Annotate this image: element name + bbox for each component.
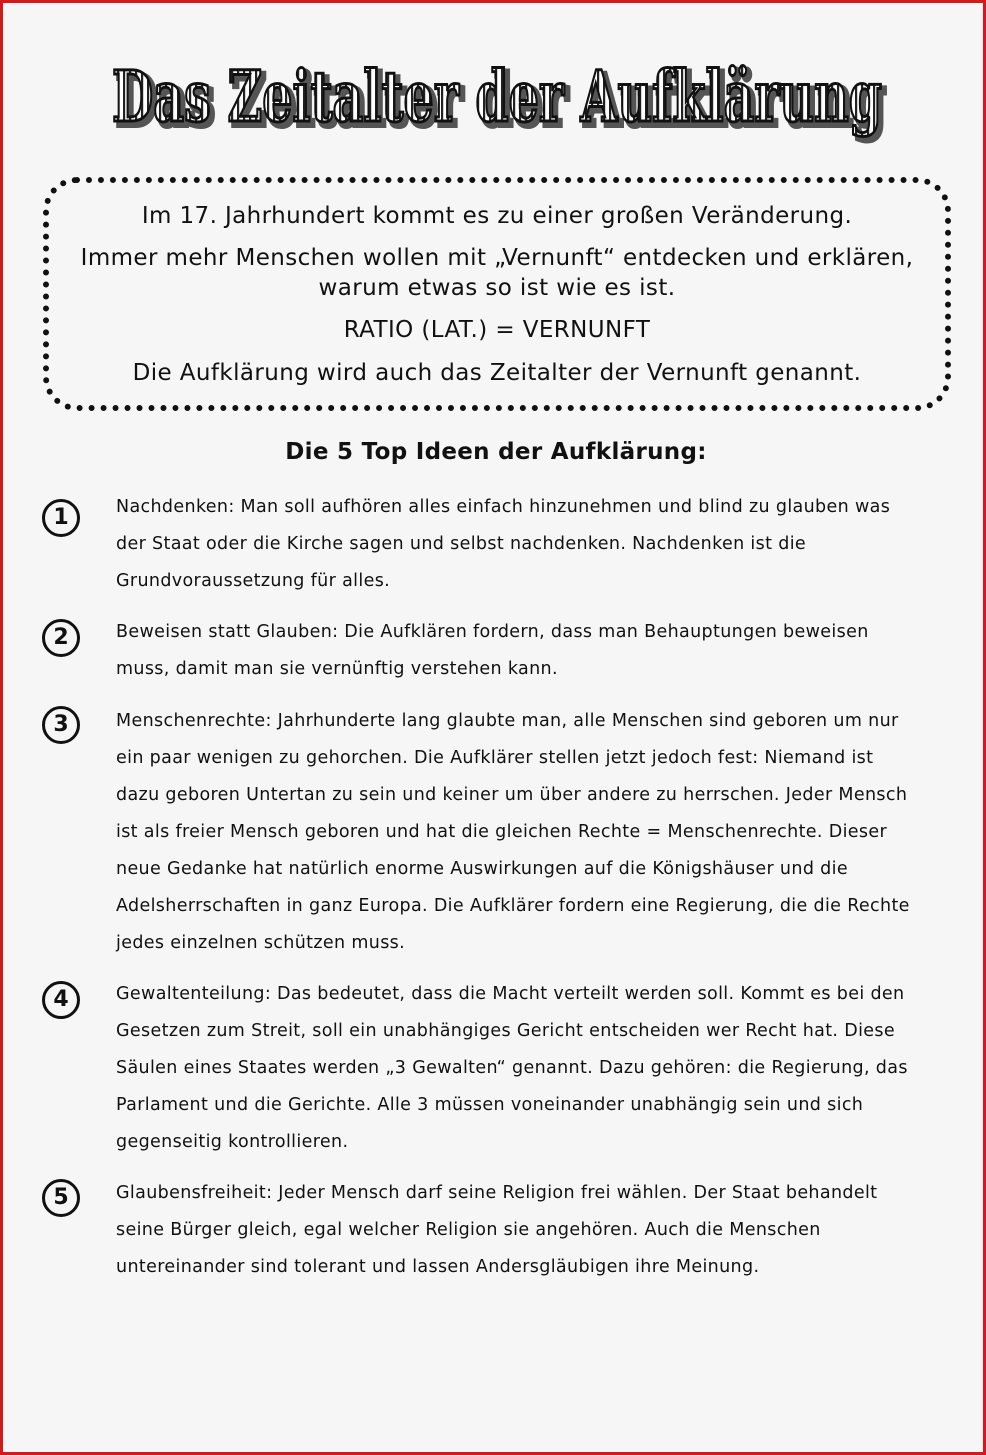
page-title: Das Zeitalter der Aufklärung bbox=[112, 55, 882, 138]
number-circle-3: 3 bbox=[42, 706, 80, 744]
idea-text-4: Gewaltenteilung: Das bedeutet, dass die Macht verteilt werden soll. Kommt es bei den Gesetzen zum Streit, soll ein unabhängiges Gericht entscheiden wer Recht hat. Diese Säulen eines Staates werden „3 Gewalten“ genannt. Dazu gehören: die Regierung, das Parlament und die Gerichte. Alle 3 müssen voneinander unabhängig sein und sich gegenseitig kontrollieren. bbox=[116, 984, 908, 1152]
intro-line-ratio: RATIO (LAT.) = VERNUNFT bbox=[343, 317, 651, 343]
idea-text-2: Beweisen statt Glauben: Die Aufklären fordern, dass man Behauptungen beweisen muss, damit man sie vernünftig verstehen kann. bbox=[116, 622, 869, 679]
page-title-shadow: Das Zeitalter der Aufklärung bbox=[116, 59, 886, 142]
intro-box bbox=[43, 177, 951, 411]
number-circle-2: 2 bbox=[42, 619, 80, 657]
intro-line-1: Im 17. Jahrhundert kommt es zu einer großen Veränderung. bbox=[141, 203, 853, 229]
title-banner bbox=[3, 53, 986, 145]
intro-line-3: warum etwas so ist wie es ist. bbox=[318, 275, 676, 301]
number-circle-5: 5 bbox=[42, 1179, 80, 1217]
title-graphic bbox=[3, 53, 986, 145]
ideas-heading: Die 5 Top Ideen der Aufklärung: bbox=[285, 439, 707, 465]
number-circle-1: 1 bbox=[42, 499, 80, 537]
intro-line-2: Immer mehr Menschen wollen mit „Vernunft“ entdecken und erklären, bbox=[80, 245, 914, 271]
idea-text-5: Glaubensfreiheit: Jeder Mensch darf seine Religion frei wählen. Der Staat behandelt seine Bürger gleich, egal welcher Religion sie angehören. Auch die Menschen untereinander sind tolerant und lassen Andersgläubigen ihre Meinung. bbox=[116, 1183, 878, 1277]
number-circle-4: 4 bbox=[42, 981, 80, 1019]
idea-text-3: Menschenrechte: Jahrhunderte lang glaubte man, alle Menschen sind geboren um nur ein paar wenigen zu gehorchen. Die Aufklärer stellen jetzt jedoch fest: Niemand ist dazu geboren Untertan zu sein und keiner um über andere zu herrschen. Jeder Mensch ist als freier Mensch geboren und hat die gleichen Rechte = Menschenrechte. Dieser neue Gedanke hat natürlich enorme Auswirkungen auf die Königshäuser und die Adelsherrschaften in ganz Europa. Die Aufklärer fordern eine Regierung, die die Rechte jedes einzelnen schützen muss. bbox=[116, 711, 910, 953]
intro-line-5: Die Aufklärung wird auch das Zeitalter der Vernunft genannt. bbox=[132, 360, 862, 386]
idea-text-1: Nachdenken: Man soll aufhören alles einfach hinzunehmen und blind zu glauben was der Staat oder die Kirche sagen und selbst nachdenken. Nachdenken ist die Grundvoraussetzung für alles. bbox=[116, 497, 891, 591]
